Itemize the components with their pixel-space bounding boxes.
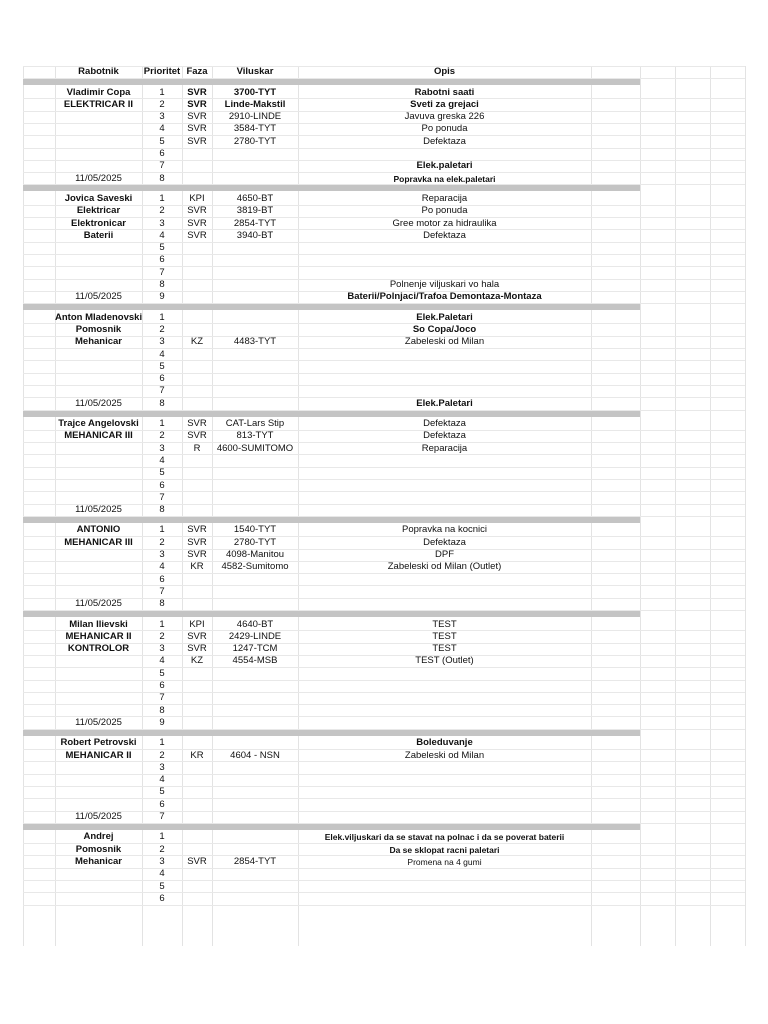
viluskar-cell[interactable]: 4582-Sumitomo: [221, 561, 289, 573]
opis-cell[interactable]: Defektaza: [423, 135, 466, 147]
viluskar-cell[interactable]: 4098-Manitou: [225, 549, 285, 560]
grid-row-line: [23, 172, 745, 173]
grid-row-line: [23, 774, 745, 775]
opis-cell[interactable]: Defektaza: [423, 430, 466, 442]
prioritet-cell[interactable]: 3: [159, 761, 165, 773]
faza-cell[interactable]: KPI: [189, 192, 205, 204]
grid-row-line: [23, 348, 745, 349]
prioritet-cell[interactable]: 5: [159, 135, 165, 147]
opis-cell[interactable]: Elek.viljuskari da se stavat na polnac i da se poverat baterii: [324, 832, 565, 843]
grid-row-line: [23, 323, 745, 324]
grid-row-line: [23, 843, 745, 844]
grid-row-line: [23, 111, 745, 112]
prioritet-cell[interactable]: 2: [159, 749, 165, 761]
prioritet-cell[interactable]: 1: [159, 524, 165, 536]
rabotnik-cell[interactable]: ELEKTRICAR II: [63, 98, 134, 110]
prioritet-cell[interactable]: 4: [159, 454, 165, 466]
grid-row-line: [23, 536, 745, 537]
prioritet-cell[interactable]: 4: [159, 229, 165, 241]
rabotnik-cell[interactable]: 11/05/2025: [75, 716, 122, 728]
rabotnik-cell[interactable]: 11/05/2025: [75, 291, 122, 303]
viluskar-cell[interactable]: CAT-Lars Stip: [225, 418, 285, 429]
rabotnik-cell[interactable]: Trajce Angelovski: [58, 418, 139, 429]
prioritet-cell[interactable]: 5: [159, 667, 165, 679]
grid-row-line: [23, 205, 745, 206]
viluskar-cell[interactable]: 2780-TYT: [233, 536, 277, 548]
opis-cell[interactable]: TEST: [432, 643, 457, 655]
grid-row-line: [23, 397, 745, 398]
prioritet-cell[interactable]: 3: [159, 442, 165, 454]
grid-row-line: [23, 749, 745, 750]
viluskar-cell[interactable]: 2780-TYT: [233, 135, 277, 147]
group-separator: [23, 185, 640, 191]
grid-column-line: [710, 66, 711, 946]
faza-cell[interactable]: R: [193, 442, 201, 454]
grid-row-line: [23, 630, 745, 631]
grid-row-line: [23, 291, 745, 292]
grid-row-line: [23, 442, 745, 443]
prioritet-cell[interactable]: 2: [159, 843, 165, 855]
rabotnik-cell[interactable]: Elektronicar: [71, 217, 126, 229]
prioritet-cell[interactable]: 3: [159, 336, 165, 348]
viluskar-cell[interactable]: 1540-TYT: [233, 524, 277, 536]
prioritet-cell[interactable]: 8: [159, 279, 165, 290]
faza-cell[interactable]: KR: [190, 749, 204, 761]
prioritet-cell[interactable]: 7: [159, 385, 165, 397]
grid-row-line: [23, 761, 745, 762]
faza-cell[interactable]: SVR: [187, 135, 207, 147]
faza-cell[interactable]: SVR: [187, 536, 207, 548]
rabotnik-cell[interactable]: 11/05/2025: [75, 172, 122, 184]
opis-cell[interactable]: So Copa/Joco: [412, 323, 477, 335]
grid-row-line: [23, 454, 745, 455]
grid-row-line: [23, 148, 745, 149]
grid-row-line: [23, 98, 745, 99]
prioritet-cell[interactable]: 4: [159, 868, 165, 880]
grid-row-line: [23, 704, 745, 705]
opis-cell[interactable]: Javuva greska 226: [404, 111, 485, 123]
prioritet-cell[interactable]: 4: [159, 348, 165, 360]
grid-row-line: [23, 868, 745, 869]
grid-row-line: [23, 905, 745, 906]
opis-cell[interactable]: Defektaza: [423, 536, 466, 548]
opis-cell[interactable]: Elek.Paletari: [416, 311, 473, 323]
grid-row-line: [23, 360, 745, 361]
rabotnik-cell[interactable]: Robert Petrovski: [60, 737, 137, 749]
opis-cell[interactable]: Defektaza: [423, 229, 466, 241]
viluskar-cell[interactable]: 3819-BT: [236, 205, 274, 217]
rabotnik-cell[interactable]: 11/05/2025: [75, 397, 122, 409]
opis-cell[interactable]: Popravka na elek.paletari: [393, 173, 496, 184]
rabotnik-cell[interactable]: ANTONIO: [76, 524, 121, 536]
opis-cell[interactable]: Boleduvanje: [416, 737, 473, 749]
grid-row-line: [23, 66, 745, 67]
prioritet-cell[interactable]: 9: [159, 291, 165, 303]
viluskar-cell[interactable]: 4600-SUMITOMO: [216, 442, 294, 454]
faza-cell[interactable]: SVR: [187, 643, 207, 655]
grid-row-line: [23, 585, 745, 586]
grid-row-line: [23, 123, 745, 124]
prioritet-cell[interactable]: 6: [159, 573, 165, 585]
prioritet-cell[interactable]: 1: [159, 418, 165, 429]
grid-row-line: [23, 655, 745, 656]
faza-cell[interactable]: SVR: [187, 855, 207, 867]
viluskar-cell[interactable]: 3940-BT: [236, 229, 274, 241]
rabotnik-cell[interactable]: Andrej: [83, 831, 114, 843]
opis-cell[interactable]: Baterii/Polnjaci/Trafoa Demontaza-Montaza: [347, 291, 542, 303]
prioritet-cell[interactable]: 2: [159, 430, 165, 442]
grid-row-line: [23, 598, 745, 599]
prioritet-cell[interactable]: 3: [159, 111, 165, 123]
grid-row-line: [23, 266, 745, 267]
faza-cell[interactable]: SVR: [187, 205, 207, 217]
viluskar-cell[interactable]: Linde-Makstil: [224, 98, 286, 110]
prioritet-cell[interactable]: 3: [159, 855, 165, 867]
faza-cell[interactable]: SVR: [187, 123, 207, 135]
group-separator: [23, 517, 640, 523]
grid-row-line: [23, 643, 745, 644]
grid-row-line: [23, 135, 745, 136]
viluskar-cell[interactable]: 4650-BT: [236, 192, 274, 204]
header-prioritet[interactable]: Prioritet: [143, 66, 181, 77]
prioritet-cell[interactable]: 2: [159, 536, 165, 548]
prioritet-cell[interactable]: 4: [159, 123, 165, 135]
rabotnik-cell[interactable]: 11/05/2025: [75, 598, 122, 610]
grid-row-line: [23, 573, 745, 574]
prioritet-cell[interactable]: 6: [159, 148, 165, 159]
rabotnik-cell[interactable]: MEHANICAR III: [64, 536, 133, 548]
opis-cell[interactable]: Elek.Paletari: [416, 397, 473, 409]
prioritet-cell[interactable]: 6: [159, 479, 165, 491]
prioritet-cell[interactable]: 7: [159, 266, 165, 278]
grid-column-line: [745, 66, 746, 946]
prioritet-cell[interactable]: 7: [159, 491, 165, 503]
prioritet-cell[interactable]: 3: [159, 643, 165, 655]
group-separator: [23, 611, 640, 617]
opis-cell[interactable]: Defektaza: [423, 418, 466, 429]
opis-cell[interactable]: Rabotni saati: [414, 86, 475, 98]
grid-column-line: [640, 66, 641, 946]
viluskar-cell[interactable]: 3584-TYT: [233, 123, 277, 135]
grid-row-line: [23, 242, 745, 243]
faza-cell[interactable]: SVR: [187, 430, 207, 442]
rabotnik-cell[interactable]: Mehanicar: [75, 855, 122, 867]
opis-cell[interactable]: Sveti za grejaci: [410, 98, 479, 110]
rabotnik-cell[interactable]: MEHANICAR II: [65, 749, 132, 761]
prioritet-cell[interactable]: 5: [159, 360, 165, 372]
viluskar-cell[interactable]: 4554-MSB: [232, 655, 278, 667]
viluskar-cell[interactable]: 4640-BT: [236, 618, 274, 630]
grid-row-line: [23, 479, 745, 480]
opis-cell[interactable]: Zabeleski od Milan: [404, 749, 485, 761]
rabotnik-cell[interactable]: Baterii: [83, 229, 114, 241]
opis-cell[interactable]: Popravka na kocnici: [401, 524, 488, 536]
prioritet-cell[interactable]: 1: [159, 618, 165, 630]
grid-row-line: [23, 254, 745, 255]
rabotnik-cell[interactable]: MEHANICAR II: [65, 630, 132, 642]
group-separator: [23, 304, 640, 310]
prioritet-cell[interactable]: 9: [159, 716, 165, 728]
prioritet-cell[interactable]: 2: [159, 98, 165, 110]
rabotnik-cell[interactable]: Vladimir Copa: [66, 86, 131, 98]
faza-cell[interactable]: SVR: [187, 630, 207, 642]
faza-cell[interactable]: SVR: [187, 229, 207, 241]
grid-row-line: [23, 217, 745, 218]
opis-cell[interactable]: Zabeleski od Milan (Outlet): [387, 561, 502, 573]
viluskar-cell[interactable]: 2854-TYT: [233, 217, 277, 229]
prioritet-cell[interactable]: 5: [159, 242, 165, 254]
grid-row-line: [23, 892, 745, 893]
prioritet-cell[interactable]: 2: [159, 205, 165, 217]
opis-cell[interactable]: TEST (Outlet): [415, 655, 474, 667]
grid-row-line: [23, 811, 745, 812]
header-opis[interactable]: Opis: [433, 66, 456, 77]
prioritet-cell[interactable]: 6: [159, 798, 165, 810]
grid-row-line: [23, 786, 745, 787]
grid-row-line: [23, 229, 745, 230]
viluskar-cell[interactable]: 813-TYT: [236, 430, 274, 442]
grid-column-line: [675, 66, 676, 946]
faza-cell[interactable]: SVR: [187, 524, 207, 536]
prioritet-cell[interactable]: 5: [159, 786, 165, 798]
prioritet-cell[interactable]: 6: [159, 892, 165, 904]
grid-row-line: [23, 336, 745, 337]
rabotnik-cell[interactable]: Mehanicar: [75, 336, 122, 348]
grid-row-line: [23, 561, 745, 562]
viluskar-cell[interactable]: 2854-TYT: [233, 855, 277, 867]
prioritet-cell[interactable]: 3: [159, 217, 165, 229]
faza-cell[interactable]: KR: [190, 561, 204, 573]
opis-cell[interactable]: Da se sklopat racni paletari: [389, 844, 500, 855]
grid-row-line: [23, 504, 745, 505]
header-faza[interactable]: Faza: [186, 66, 208, 77]
header-rabotnik[interactable]: Rabotnik: [78, 66, 119, 77]
prioritet-cell[interactable]: 8: [159, 598, 165, 610]
opis-cell[interactable]: Elek.paletari: [416, 160, 473, 172]
rabotnik-cell[interactable]: KONTROLOR: [67, 643, 130, 655]
prioritet-cell[interactable]: 8: [159, 172, 165, 184]
prioritet-cell[interactable]: 6: [159, 373, 165, 385]
prioritet-cell[interactable]: 5: [159, 467, 165, 479]
opis-cell[interactable]: Reparacija: [421, 192, 468, 204]
opis-cell[interactable]: Reparacija: [421, 442, 468, 454]
grid-row-line: [23, 680, 745, 681]
header-viluskar[interactable]: Viluskar: [236, 66, 274, 77]
opis-cell[interactable]: Gree motor za hidraulika: [392, 217, 497, 229]
prioritet-cell[interactable]: 8: [159, 704, 165, 716]
grid-row-line: [23, 279, 745, 280]
grid-row-line: [23, 467, 745, 468]
faza-cell[interactable]: KPI: [189, 618, 205, 630]
opis-cell[interactable]: Promena na 4 gumi: [407, 856, 482, 867]
prioritet-cell[interactable]: 7: [159, 692, 165, 704]
prioritet-cell[interactable]: 2: [159, 630, 165, 642]
faza-cell[interactable]: SVR: [187, 86, 207, 98]
grid-column-line: [591, 66, 592, 946]
rabotnik-cell[interactable]: Jovica Saveski: [64, 192, 133, 204]
prioritet-cell[interactable]: 6: [159, 254, 165, 266]
grid-row-line: [23, 385, 745, 386]
opis-cell[interactable]: Zabeleski od Milan: [404, 336, 485, 348]
prioritet-cell[interactable]: 7: [159, 160, 165, 172]
faza-cell[interactable]: KZ: [190, 655, 204, 667]
faza-cell[interactable]: SVR: [187, 549, 207, 560]
prioritet-cell[interactable]: 4: [159, 561, 165, 573]
prioritet-cell[interactable]: 1: [159, 86, 165, 98]
prioritet-cell[interactable]: 7: [159, 811, 165, 822]
viluskar-cell[interactable]: 2910-LINDE: [228, 111, 282, 123]
faza-cell[interactable]: KZ: [190, 336, 204, 348]
prioritet-cell[interactable]: 1: [159, 311, 165, 323]
prioritet-cell[interactable]: 1: [159, 737, 165, 749]
prioritet-cell[interactable]: 7: [159, 585, 165, 597]
rabotnik-cell[interactable]: Milan Ilievski: [69, 618, 128, 630]
rabotnik-cell[interactable]: Elektricar: [76, 205, 121, 217]
rabotnik-cell[interactable]: Anton Mladenovski: [55, 311, 143, 323]
faza-cell[interactable]: SVR: [187, 217, 207, 229]
group-separator: [23, 79, 640, 85]
opis-cell[interactable]: Po ponuda: [421, 205, 468, 217]
grid-row-line: [23, 549, 745, 550]
rabotnik-cell[interactable]: 11/05/2025: [75, 811, 122, 822]
opis-cell[interactable]: TEST: [432, 618, 457, 630]
rabotnik-cell[interactable]: Pomosnik: [75, 323, 122, 335]
prioritet-cell[interactable]: 1: [159, 831, 165, 843]
rabotnik-cell[interactable]: 11/05/2025: [75, 504, 122, 516]
prioritet-cell[interactable]: 4: [159, 655, 165, 667]
grid-row-line: [23, 692, 745, 693]
opis-cell[interactable]: Polnenje viljuskari vo hala: [389, 279, 500, 290]
group-separator: [23, 411, 640, 417]
grid-row-line: [23, 160, 745, 161]
viluskar-cell[interactable]: 4483-TYT: [233, 336, 277, 348]
prioritet-cell[interactable]: 8: [159, 397, 165, 409]
prioritet-cell[interactable]: 5: [159, 880, 165, 892]
grid-row-line: [23, 667, 745, 668]
faza-cell[interactable]: SVR: [187, 111, 207, 123]
prioritet-cell[interactable]: 3: [159, 549, 165, 560]
grid-row-line: [23, 798, 745, 799]
group-separator: [23, 824, 640, 830]
grid-row-line: [23, 880, 745, 881]
prioritet-cell[interactable]: 4: [159, 774, 165, 786]
opis-cell[interactable]: TEST: [432, 630, 457, 642]
opis-cell[interactable]: DPF: [435, 549, 454, 560]
grid-row-line: [23, 373, 745, 374]
prioritet-cell[interactable]: 2: [159, 323, 165, 335]
grid-row-line: [23, 491, 745, 492]
rabotnik-cell[interactable]: MEHANICAR III: [64, 430, 133, 442]
group-separator: [23, 730, 640, 736]
faza-cell[interactable]: SVR: [187, 418, 207, 429]
grid-row-line: [23, 855, 745, 856]
viluskar-cell[interactable]: 2429-LINDE: [228, 630, 282, 642]
grid-row-line: [23, 716, 745, 717]
prioritet-cell[interactable]: 1: [159, 192, 165, 204]
viluskar-cell[interactable]: 1247-TCM: [232, 643, 278, 655]
grid-row-line: [23, 430, 745, 431]
prioritet-cell[interactable]: 6: [159, 680, 165, 691]
rabotnik-cell[interactable]: Pomosnik: [75, 843, 122, 855]
faza-cell[interactable]: SVR: [187, 98, 207, 110]
opis-cell[interactable]: Po ponuda: [421, 123, 468, 135]
viluskar-cell[interactable]: 3700-TYT: [233, 86, 277, 98]
grid-column-line: [23, 66, 24, 946]
viluskar-cell[interactable]: 4604 - NSN: [230, 749, 280, 761]
prioritet-cell[interactable]: 8: [159, 504, 165, 516]
